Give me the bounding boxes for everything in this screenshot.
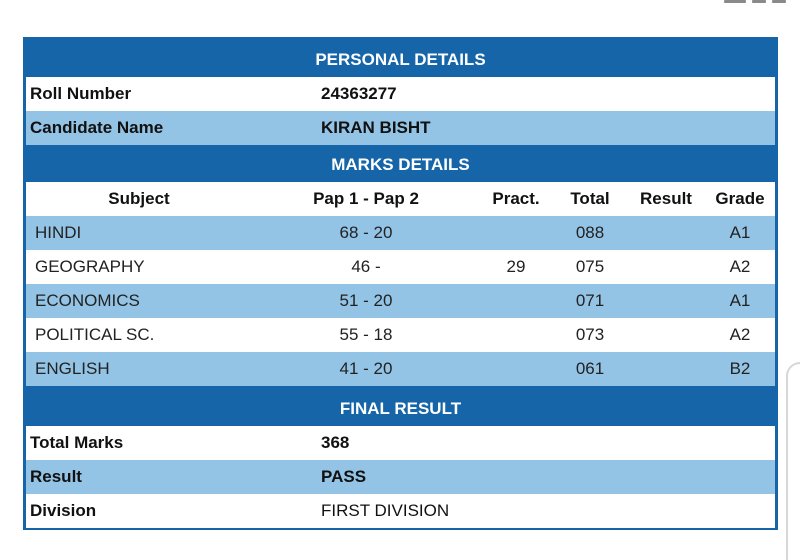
candidate-name-label: Candidate Name: [30, 118, 164, 137]
total-cell: 071: [575, 291, 605, 310]
marks-column-headers: [26, 182, 775, 216]
table-row: [26, 250, 775, 284]
subject-cell: ECONOMICS: [35, 291, 140, 310]
total-marks-row: [26, 426, 775, 460]
section-title: MARKS DETAILS: [331, 155, 470, 174]
papers-cell: 51 - 20: [339, 291, 393, 310]
division-value: FIRST DIVISION: [321, 501, 450, 520]
candidate-name-row: [26, 111, 775, 145]
column-header-papers: Pap 1 - Pap 2: [313, 189, 419, 208]
total-marks-label: Total Marks: [30, 433, 124, 452]
result-row: [26, 460, 775, 494]
total-cell: 073: [575, 325, 605, 344]
roll-number-row: [26, 77, 775, 111]
roll-number-value: 24363277: [321, 84, 397, 103]
section-title: PERSONAL DETAILS: [315, 50, 486, 69]
subject-cell: HINDI: [35, 223, 82, 242]
cropped-top-text: [22, 0, 48, 4]
table-row: [26, 352, 775, 386]
papers-cell: 55 - 18: [339, 325, 393, 344]
control-bar-icon: [772, 0, 786, 3]
personal-details-header: [26, 43, 775, 77]
subject-cell: ENGLISH: [35, 359, 110, 378]
control-bar-icon: [752, 0, 766, 3]
grade-cell: A2: [729, 325, 751, 344]
roll-number-label: Roll Number: [30, 84, 132, 103]
final-result-header: [26, 392, 775, 426]
column-header-practical: Pract.: [492, 189, 540, 208]
total-cell: 061: [575, 359, 605, 378]
total-cell: 088: [575, 223, 605, 242]
grade-cell: A2: [729, 257, 751, 276]
papers-cell: 68 - 20: [339, 223, 393, 242]
grade-cell: A1: [729, 291, 751, 310]
papers-cell: 46 -: [351, 257, 381, 276]
result-label: Result: [30, 467, 82, 486]
column-header-grade: Grade: [715, 189, 765, 208]
column-header-result: Result: [640, 189, 692, 208]
division-label: Division: [30, 501, 97, 520]
table-row: [26, 216, 775, 250]
grade-cell: A1: [729, 223, 751, 242]
result-card: [23, 37, 778, 530]
section-title: FINAL RESULT: [339, 399, 462, 418]
candidate-name-value: KIRAN BISHT: [321, 118, 431, 137]
papers-cell: 41 - 20: [339, 359, 393, 378]
marks-details-header: [26, 148, 775, 182]
result-value: PASS: [321, 467, 367, 486]
column-header-total: Total: [570, 189, 610, 208]
column-header-subject: Subject: [108, 189, 170, 208]
scroll-edge-overlay: [786, 362, 800, 560]
division-row: [26, 494, 775, 528]
practical-cell: 29: [506, 257, 526, 276]
total-cell: 075: [575, 257, 605, 276]
table-row: [26, 318, 775, 352]
subject-cell: GEOGRAPHY: [35, 257, 145, 276]
window-controls: [724, 0, 786, 4]
table-row: [26, 284, 775, 318]
subject-cell: POLITICAL SC.: [35, 325, 155, 344]
total-marks-value: 368: [321, 433, 350, 452]
grade-cell: B2: [729, 359, 751, 378]
control-bar-icon: [724, 0, 746, 3]
